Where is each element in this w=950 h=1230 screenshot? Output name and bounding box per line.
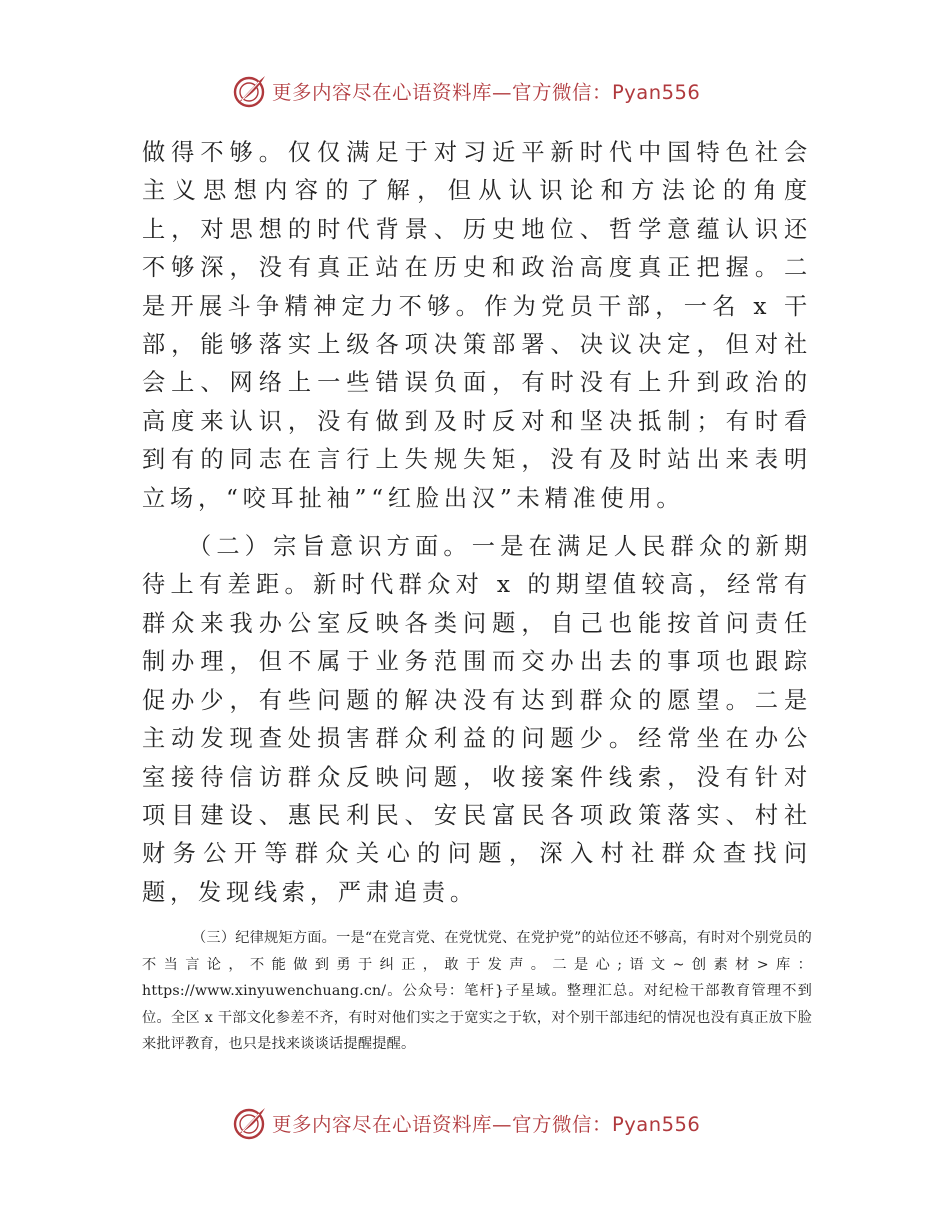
banner-text: 更多内容尽在心语资料库—官方微信：Pyan556 xyxy=(272,81,701,104)
paragraph-1: 做得不够。仅仅满足于对习近平新时代中国特色社会主义思想内容的了解，但从认识论和方法论的角度上，对思想的时代背景、历史地位、哲学意蕴认识还不够深，没有真正站在历史和政治高度真正把握。二是开展斗争精神定力不够。作为党员干部，一名 x 干部，能够落实上级各项决策部署、决议决定，但对社会上、网络上一些错误负面，有时没有上升到政治的高度来认识，没有做到及时反对和坚决抵制；有时看到有的同志在言行上失规失矩，没有及时站出来表明立场，“咬耳扯袖”“红脸出汉”未精准使用。 xyxy=(142,139,812,512)
footer-banner xyxy=(232,1103,712,1143)
small-paragraph xyxy=(142,925,812,1058)
banner-text: 更多内容尽在心语资料库—官方微信：Pyan556 xyxy=(272,1113,701,1136)
quill-seal-icon xyxy=(232,73,268,109)
small-paragraph-text: （三）纪律规矩方面。一是“在党言党、在党忧党、在党护党”的站位还不够高，有时对个别党员的不当言论，不能做到勇于纠正，敢于发声。二是心;语文~创素材>库：https://www.xinyuwenchuang.cn/。公众号：笔杆}子星域。整理汇总。对纪检干部教育管理不到位。全区 x 干部文化参差不齐，有时对他们实之于宽实之于软，对个别干部违纪的情况也没有真正放下脸来批评教育，也只是找来谈谈话提醒提醒。 xyxy=(142,930,812,1053)
quill-seal-icon xyxy=(232,1105,268,1141)
paragraph-2: （二）宗旨意识方面。一是在满足人民群众的新期待上有差距。新时代群众对 x 的期望值较高，经常有群众来我办公室反映各类问题，自己也能按首问责任制办理，但不属于业务范围而交办出去的事项也跟踪促办少，有些问题的解决没有达到群众的愿望。二是主动发现查处损害群众利益的问题少。经常坐在办公室接待信访群众反映问题，收接案件线索，没有针对项目建设、惠民利民、安民富民各项政策落实、村社财务公开等群众关心的问题，深入村社群众查找问题，发现线索，严肃追责。 xyxy=(142,533,812,906)
document-body xyxy=(142,134,812,912)
header-banner xyxy=(232,71,712,111)
